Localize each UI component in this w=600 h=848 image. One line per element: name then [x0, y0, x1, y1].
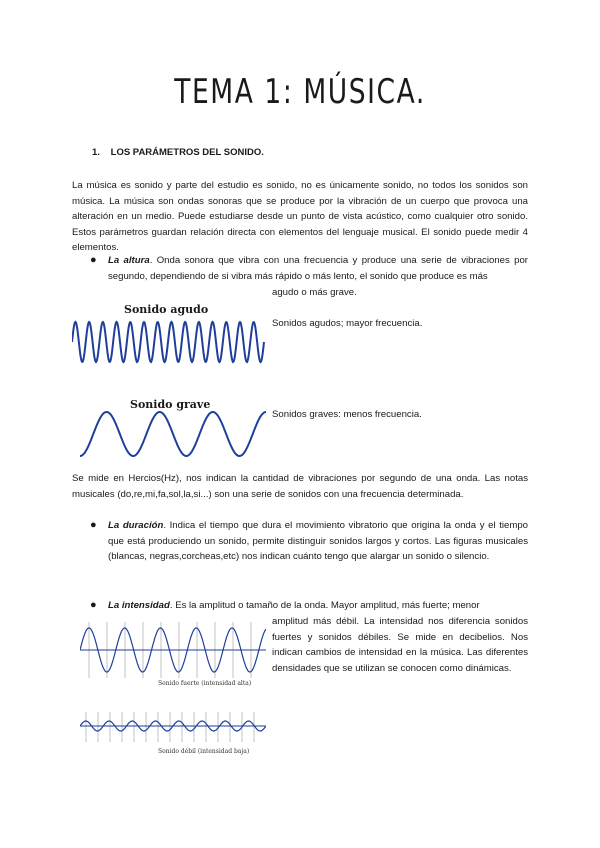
altura-text: Onda sonora que vibra con una frecuencia y produce una serie de vibraciones por segundo, dependiendo de si vibra más rápido o más lento, el sonido que produce es más — [108, 255, 528, 282]
low-wave-svg — [80, 406, 270, 462]
duracion-paragraph: La duración. Indica el tiempo que dura el movimiento vibratorio que origina la onda y el tiempo que está produciendo un sonido, permite distinguir sonidos largos y cortos. Las figuras musicales (blancas, negras,corcheas,etc) nos indican cuánto tengo que alargar un sonido o silencio. — [108, 520, 528, 563]
intensidad-first-line: La intensidad. Es la amplitud o tamaño de la onda. Mayor amplitud, más fuerte; menor — [108, 600, 480, 611]
duracion-term: La duración — [108, 520, 164, 531]
intensidad-text-rest: amplitud más débil. La intensidad nos diferencia sonidos fuertes y sonidos débiles. Se mide en decibelios. Nos indican cambios de intensidad en la música. Las diferentes densidades que se utilizan se conocen como dinámicas. — [272, 616, 528, 674]
soft-wave-image — [80, 712, 266, 760]
low-frequency-wave-image — [80, 398, 270, 462]
loud-wave-svg — [80, 622, 266, 678]
hercios-paragraph: Se mide en Hercios(Hz), nos indican la cantidad de vibraciones por segundo de una onda. Las notas musicales (do,re,mi,fa,sol,la,si...) son una serie de sonidos con una frecuencia determinada. — [72, 473, 528, 500]
intro-paragraph: La música es sonido y parte del estudio es sonido, no es únicamente sonido, no todos los sonidos son música. La música son ondas sonoras que se produce por la vibración de un cuerpo que provoca una alteración en un medio. Puede estudiarse desde un punto de vista acústico, como cualquier otro sonido. Estos parámetros guardan relación directa con elementos del lenguaje musical. El sonido puede medir 4 elementos. — [72, 180, 528, 254]
soft-wave-svg — [80, 712, 266, 742]
altura-term: La altura — [108, 255, 150, 266]
intensidad-term: La intensidad — [108, 600, 170, 611]
loud-wave-label: Sonido fuerte (intensidad alta) — [158, 680, 252, 687]
low-wave-line — [80, 412, 266, 456]
section-heading — [92, 147, 264, 158]
high-frequency-wave-image — [72, 303, 268, 365]
page-title: TEMA 1: MÚSICA. — [174, 72, 426, 112]
section-title: LOS PARÁMETROS DEL SONIDO. — [110, 147, 264, 158]
soft-wave-label: Sonido débil (intensidad baja) — [158, 748, 250, 755]
altura-paragraph: La altura. Onda sonora que vibra con una frecuencia y produce una serie de vibraciones por segundo, dependiendo de si vibra más rápido o más lento, el sonido que produce es más — [108, 255, 528, 282]
duracion-text: Indica el tiempo que dura el movimiento vibratorio que origina la onda y el tiempo que está produciendo un sonido, permite distinguir sonidos largos y cortos. Las figuras musicales (blancas, negras,corcheas,etc) nos indican cuánto tengo que alargar un sonido o silencio. — [108, 520, 528, 563]
caption-agudo: Sonidos agudos; mayor frecuencia. — [272, 318, 423, 329]
caption-grave: Sonidos graves: menos frecuencia. — [272, 409, 422, 420]
high-wave-svg — [72, 315, 268, 365]
bullet-icon: ● — [90, 254, 97, 266]
soft-wave-grid — [86, 712, 254, 742]
bullet-icon: ● — [90, 519, 97, 531]
intensidad-text-first: Es la amplitud o tamaño de la onda. Mayor amplitud, más fuerte; menor — [175, 600, 480, 611]
bullet-icon: ● — [90, 599, 97, 611]
section-number: 1. — [92, 147, 100, 158]
loud-wave-image — [80, 622, 266, 692]
low-wave-label: Sonido grave — [130, 398, 211, 411]
altura-text-end: agudo o más grave. — [272, 287, 357, 298]
high-wave-line — [72, 322, 264, 362]
high-wave-label: Sonido agudo — [124, 303, 209, 316]
